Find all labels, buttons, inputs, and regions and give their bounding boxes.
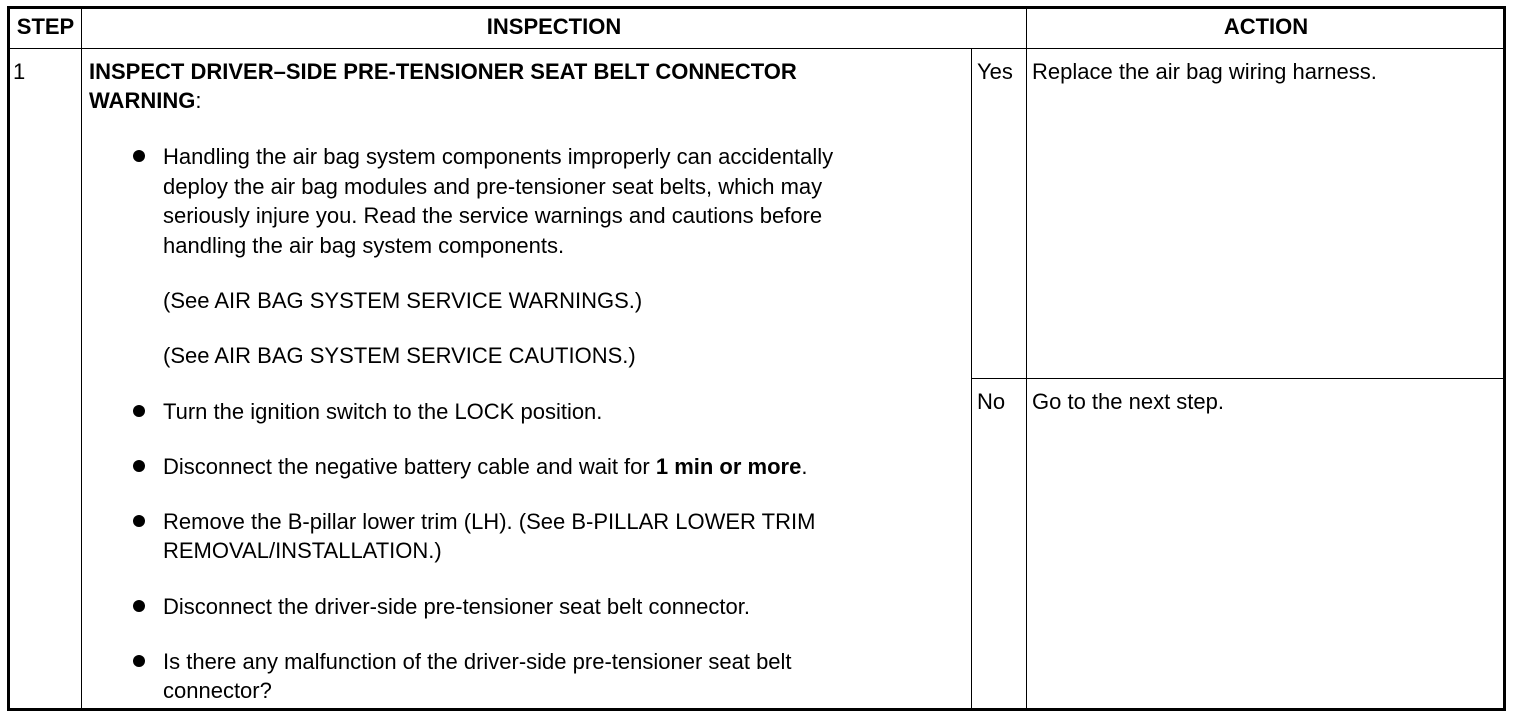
bullet-2-text: Turn the ignition switch to the LOCK position. (163, 399, 603, 424)
divider-yes-no (971, 378, 1505, 379)
bullet-6-line-1: Is there any malfunction of the driver-side pre-tensioner seat belt (163, 649, 792, 674)
bullet-1-line-1: Handling the air bag system components improperly can accidentally (163, 144, 834, 169)
bullet-1-line-4: handling the air bag system components. (163, 233, 565, 258)
reference-cautions: (See AIR BAG SYSTEM SERVICE CAUTIONS.) (163, 343, 636, 368)
yes-label: Yes (977, 59, 1013, 84)
bullet-3-duration: 1 min or more (655, 454, 802, 479)
warning-label: WARNING (89, 88, 196, 113)
reference-warnings: (See AIR BAG SYSTEM SERVICE WARNINGS.) (163, 288, 643, 313)
bullet-icon (133, 405, 145, 417)
divider-header (8, 48, 1505, 49)
header-inspection: INSPECTION (486, 14, 622, 39)
bullet-1-line-3: seriously injure you. Read the service warnings and cautions before (163, 203, 823, 228)
no-action-text: Go to the next step. (1032, 389, 1225, 414)
bullet-icon (133, 600, 145, 612)
bullet-6-line-2: connector? (163, 678, 272, 703)
divider-step-col (81, 7, 82, 710)
header-action: ACTION (1223, 14, 1309, 39)
bullet-3-pre: Disconnect the negative battery cable and wait for (163, 454, 656, 479)
bullet-icon (133, 655, 145, 667)
bullet-1-line-2: deploy the air bag modules and pre-tensioner seat belts, which may (163, 174, 823, 199)
yes-action-text: Replace the air bag wiring harness. (1032, 59, 1377, 84)
bullet-3-post: . (801, 454, 808, 479)
bullet-3-text (163, 452, 807, 482)
bullet-icon (133, 460, 145, 472)
header-step: STEP (16, 14, 75, 39)
no-label: No (977, 389, 1006, 414)
step-number: 1 (13, 59, 26, 84)
divider-inspection-action (1026, 7, 1027, 710)
bullet-5-text: Disconnect the driver-side pre-tensioner seat belt connector. (163, 594, 750, 619)
warning-colon: : (195, 88, 202, 113)
bullet-icon (133, 150, 145, 162)
divider-yesno-col (971, 48, 972, 710)
warning-heading (89, 86, 201, 116)
bullet-4-line-1: Remove the B-pillar lower trim (LH). (See B-PILLAR LOWER TRIM (163, 509, 816, 534)
bullet-icon (133, 515, 145, 527)
bullet-4-line-2: REMOVAL/INSTALLATION.) (163, 538, 442, 563)
inspection-title: INSPECT DRIVER–SIDE PRE-TENSIONER SEAT BELT CONNECTOR (89, 59, 797, 84)
